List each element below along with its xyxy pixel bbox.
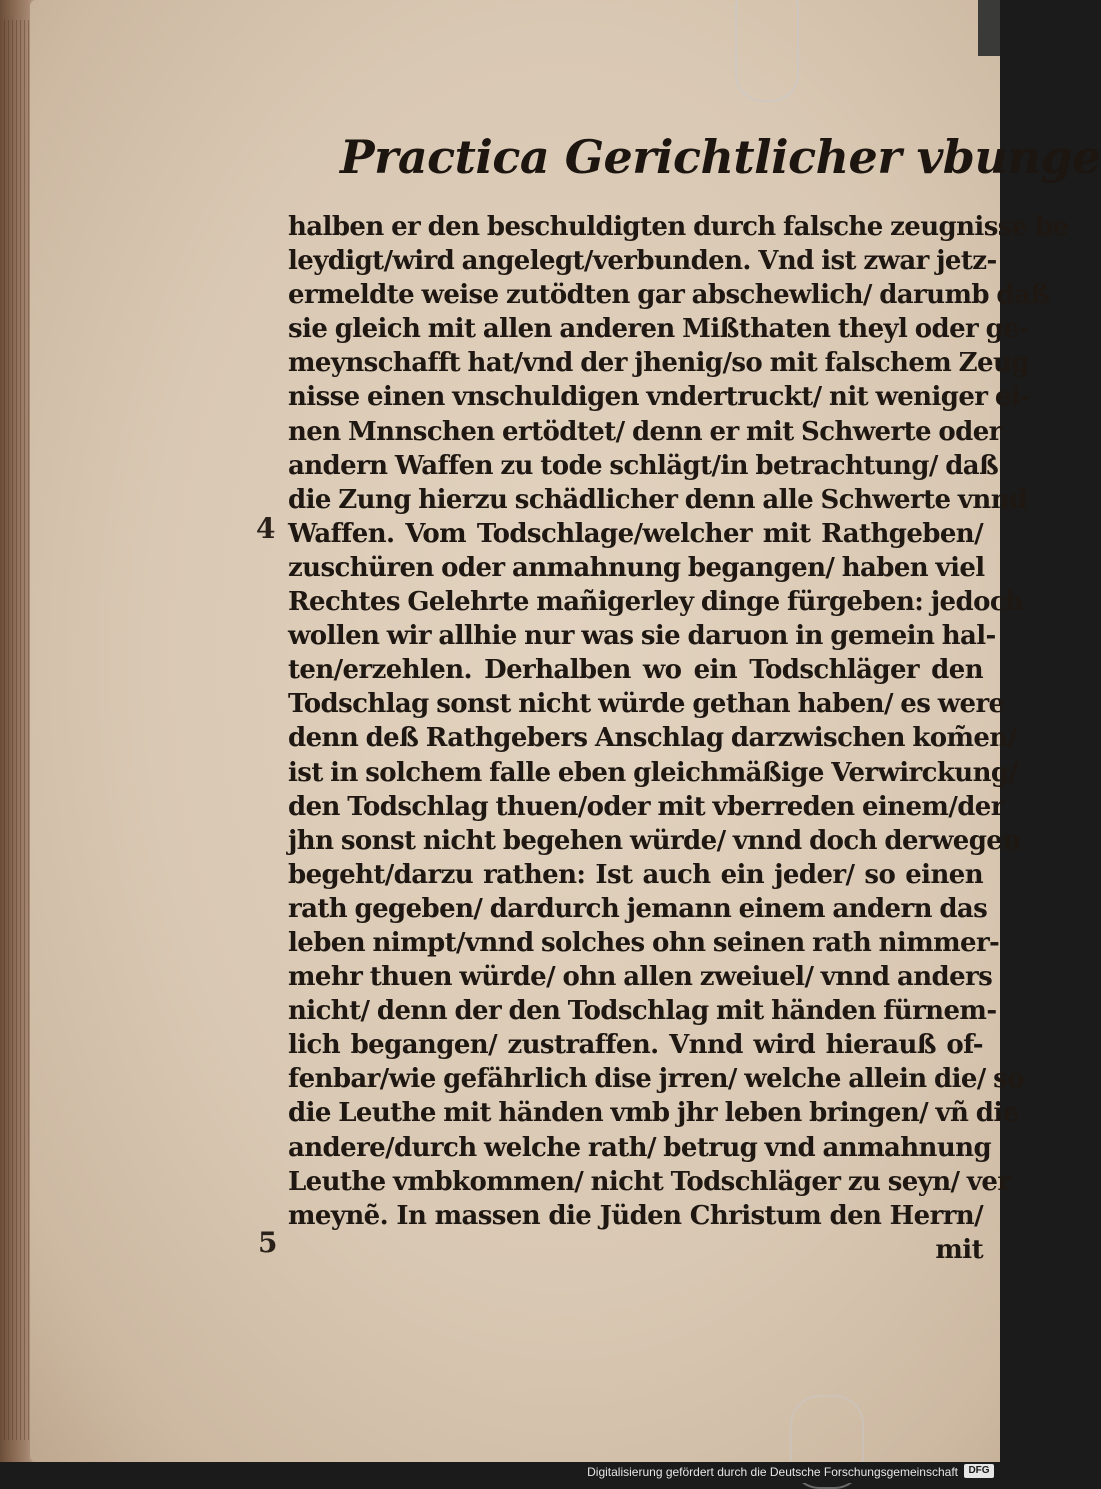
- text-line: halben er den beschuldigten durch falsche zeugnisse be: [288, 212, 1069, 242]
- text-line: andere/durch welche rath/ betrug vnd anmahnung: [288, 1132, 992, 1163]
- text-line: zuschüren oder anmahnung begangen/ haben viel: [288, 552, 985, 583]
- margin-number: 5: [258, 1226, 278, 1259]
- body-text: [288, 210, 1069, 1267]
- text-line: ermeldte weise zutödten gar abschewlich/ darumb daß: [288, 280, 1050, 311]
- text-line: nicht/ denn der den Todschlag mit händen fürnem-: [288, 996, 997, 1027]
- text-line: Waffen. Vom Todschlage/welcher mit Rathgeben/: [288, 518, 983, 549]
- text-line: nen Mnnschen ertödtet/ denn er mit Schwerte oder: [288, 416, 1002, 447]
- text-line: meynschafft hat/vnd der jhenig/so mit falschem Zeug: [288, 348, 1029, 379]
- text-line: meynẽ. In massen die Jüden Christum den Herrn/: [288, 1200, 983, 1231]
- margin-number: 4: [256, 512, 276, 545]
- text-line: mehr thuen würde/ ohn allen zweiuel/ vnnd anders: [288, 962, 993, 993]
- text-line: lich begangen/ zustraffen. Vnnd wird hierauß of-: [288, 1030, 983, 1061]
- text-line: ten/erzehlen. Derhalben wo ein Todschläger den: [288, 655, 983, 686]
- text-line: Todschlag sonst nicht würde gethan haben/ es were: [288, 689, 1005, 720]
- text-line: Leuthe vmbkommen/ nicht Todschläger zu seyn/ ver: [288, 1166, 1011, 1197]
- paper-clip-top: [735, 0, 799, 102]
- text-line: sie gleich mit allen anderen Mißthaten theyl oder ge-: [288, 314, 1030, 345]
- text-line: leydigt/wird angelegt/verbunden. Vnd ist zwar jetz-: [288, 246, 997, 277]
- footer-credit: Digitalisierung gefördert durch die Deutsche Forschungsgemeinschaft: [587, 1465, 958, 1479]
- text-line: jhn sonst nicht begehen würde/ vnnd doch derwegen: [288, 825, 1021, 856]
- dfg-logo-icon: DFG: [964, 1464, 994, 1478]
- text-line: wollen wir allhie nur was sie daruon in gemein hal-: [288, 621, 996, 652]
- text-line: fenbar/wie gefährlich dise jrren/ welche allein die/ so: [288, 1064, 1024, 1095]
- text-line: rath gegeben/ dardurch jemann einem andern das: [288, 893, 988, 924]
- text-line: andern Waffen zu tode schlägt/in betrachtung/ daß: [288, 450, 999, 481]
- text-line: die Zung hierzu schädlicher denn alle Schwerte vnnd: [288, 484, 1027, 515]
- text-line: ist in solchem falle eben gleichmäßige Verwirckung/: [288, 757, 1018, 788]
- text-line: den Todschlag thuen/oder mit vberreden einem/der: [288, 791, 1004, 822]
- corner-tab: [978, 0, 1000, 56]
- text-line: nisse einen vnschuldigen vndertruckt/ nit weniger ei-: [288, 382, 1031, 413]
- text-line: begeht/darzu rathen: Ist auch ein jeder/ so einen: [288, 859, 983, 890]
- text-line-catchword: mit: [935, 1234, 983, 1265]
- text-line: die Leuthe mit händen vmb jhr leben bringen/ vñ die: [288, 1098, 1019, 1129]
- text-line: denn deß Rathgebers Anschlag darzwischen kom̃en/: [288, 723, 1017, 754]
- page-heading: Practica Gerichtlicher vbunge: [340, 130, 1101, 184]
- text-line: leben nimpt/vnnd solches ohn seinen rath nimmer-: [288, 927, 1000, 958]
- text-line: Rechtes Gelehrte mañigerley dinge fürgeben: jedoch: [288, 587, 1024, 618]
